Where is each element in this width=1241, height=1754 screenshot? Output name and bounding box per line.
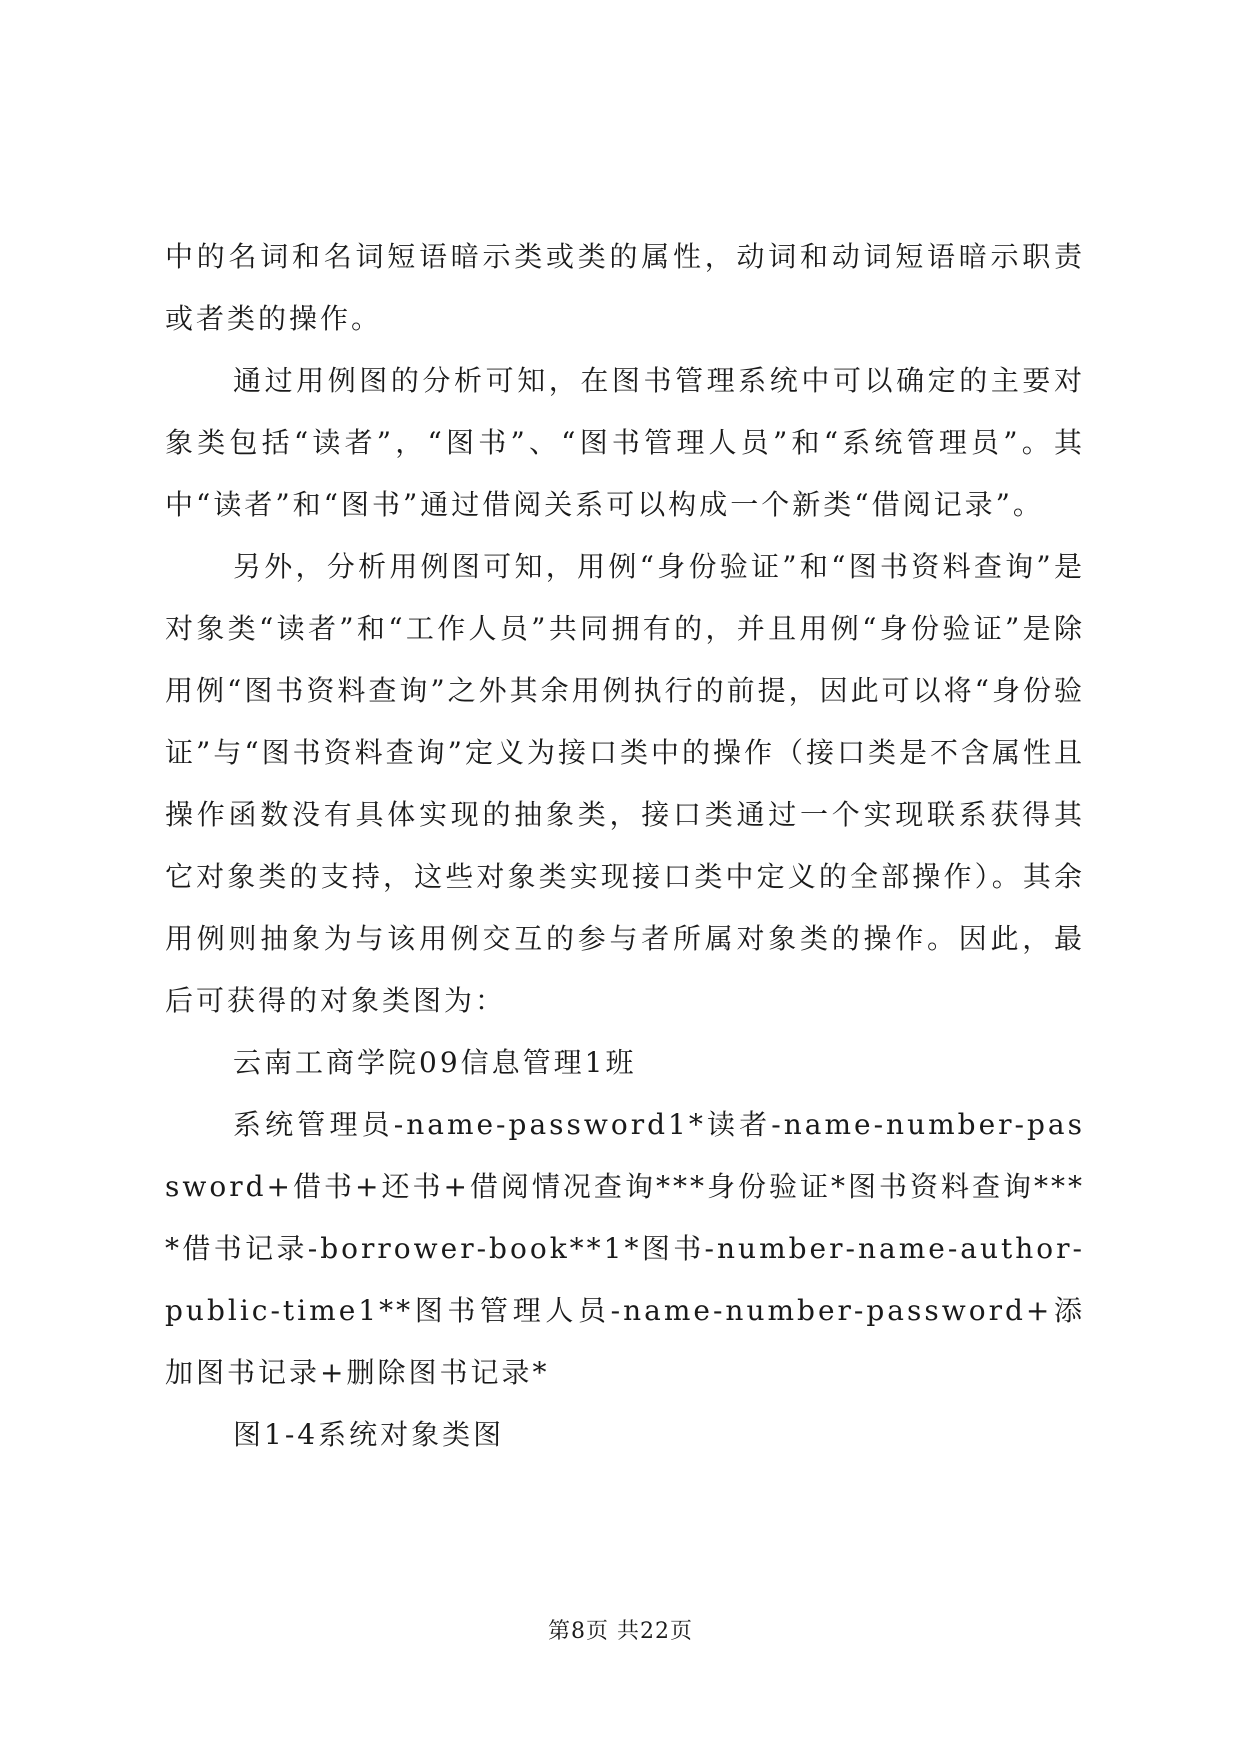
page-footer: 第8页 共22页	[548, 1619, 693, 1644]
paragraph-3: 另外，分析用例图可知，用例“身份验证”和“图书资料查询”是对象类“读者”和“工作人员”共同拥有的，并且用例“身份验证”是除用例“图书资料查询”之外其余用例执行的前提，因此可以将“身份验证”与“图书资料查询”定义为接口类中的操作（接口类是不含属性且操作函数没有具体实现的抽象类，接口类通过一个实现联系获得其它对象类的支持，这些对象类实现接口类中定义的全部操作）。其余用例则抽象为与该用例交互的参与者所属对象类的操作。因此，最后可获得的对象类图为：	[165, 550, 1085, 1017]
figure-caption: 图1-4系统对象类图	[233, 1418, 505, 1451]
document-body	[165, 226, 1085, 1466]
paragraph-2: 通过用例图的分析可知，在图书管理系统中可以确定的主要对象类包括“读者”，“图书”、“图书管理人员”和“系统管理员”。其中“读者”和“图书”通过借阅关系可以构成一个新类“借阅记录”。	[165, 364, 1085, 521]
class-label: 云南工商学院09信息管理1班	[233, 1046, 637, 1079]
class-diagram-text: 系统管理员-name-password1*读者-name-number-password+借书+还书+借阅情况查询***身份验证*图书资料查询****借书记录-borrower-book**1*图书-number-name-author-public-time1**图书管理人员-name-number-password+添加图书记录+删除图书记录*	[165, 1108, 1085, 1389]
paragraph-1: 中的名词和名词短语暗示类或类的属性，动词和动词短语暗示职责或者类的操作。	[165, 240, 1085, 335]
